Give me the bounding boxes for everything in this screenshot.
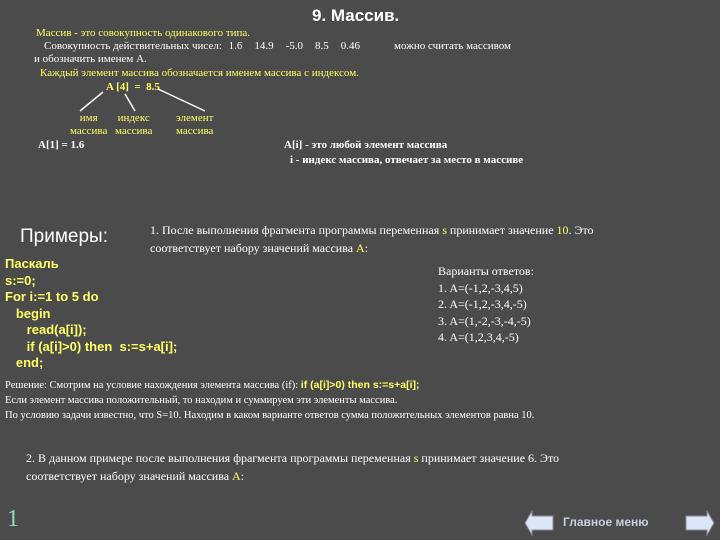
task-1: 1. После выполнения фрагмента программы переменная s принимает значение 10. Это соответствует набору значений массива A: [150, 223, 594, 255]
set-line-2: и обозначить именем А. [34, 53, 147, 65]
page-number: 1 [7, 506, 19, 532]
main-menu-link[interactable]: Главное меню [563, 515, 649, 529]
task-2: 2. В данном примере после выполнения фрагмента программы переменная s принимает значение 6. Это соответствует набору значений массива A: [26, 451, 560, 483]
each-element-text: Каждый элемент массива обозначается именем массива с индексом. [40, 67, 359, 79]
prev-arrow-icon[interactable] [524, 510, 554, 536]
ai-description: A[i] - это любой элемент массива [284, 139, 448, 151]
answer-options: Варианты ответов: 1. A=(-1,2,-3,4,5) 2. A=(-1,2,-3,4,-5) 3. A=(1,-2,-3,-4,-5) 4. A=(1,2,3,4,-5) [438, 264, 534, 344]
definition: Массив - это совокупность одинакового типа. [36, 27, 251, 39]
a1-example: A[1] = 1.6 [38, 139, 85, 151]
label-name: имя массива [70, 112, 108, 137]
pascal-code: Паскаль s:=0; For i:=1 to 5 do begin read(a[i]); if (a[i]>0) then s:=s+a[i]; end; [5, 256, 178, 370]
index-description: i - индекс массива, отвечает за место в массиве [290, 154, 524, 166]
label-index: индекс массива [115, 112, 153, 137]
arrows [70, 88, 210, 113]
slide-title: 9. Массив. [312, 6, 400, 25]
example-expression: A [4] = 8.5 [106, 81, 160, 93]
examples-label: Примеры: [20, 226, 108, 247]
label-element: элемент массива [176, 112, 214, 137]
next-arrow-icon[interactable] [685, 510, 715, 536]
set-line: Совокупность действительных чисел: 1.6 14.9 -5.0 8.5 0.46 можно считать массивом [44, 40, 511, 52]
solution: Решение: Смотрим на условие нахождения элемента массива (if): if (a[i]>0) then s:=s+a[i]; Если элемент массива положительный, то находим и суммируем эти элементы массива. По условию задачи известно, что S=10. Находим в каком варианте ответов сумма положительных элементов равна 10. [5, 379, 535, 421]
